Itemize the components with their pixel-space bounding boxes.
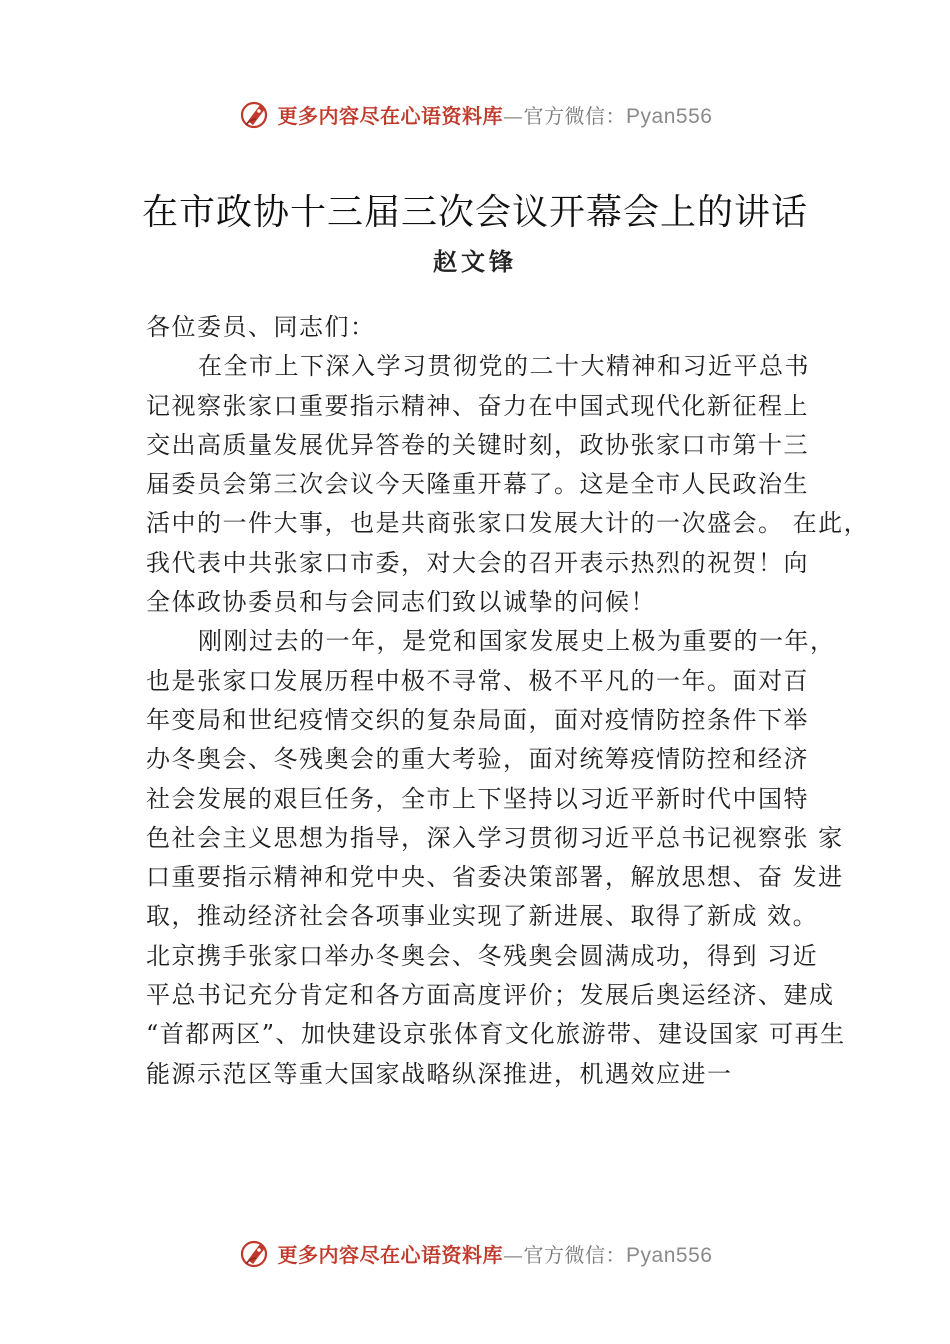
banner-label: [278, 100, 713, 129]
banner-wechat-id: Pyan556: [626, 104, 713, 128]
paragraph-line: 也是张家口发展历程中极不寻常、极不平凡的一年。面对百: [146, 666, 809, 695]
banner-dash: —: [503, 103, 524, 128]
pen-nib-logo-icon: [238, 1236, 272, 1270]
paragraph-line: 办冬奥会、冬残奥会的重大考验，面对统筹疫情防控和经济: [146, 745, 809, 774]
salutation: 各位委员、同志们：: [146, 313, 376, 341]
banner-wechat-label: 官方微信：: [523, 103, 627, 128]
banner-dash: —: [503, 1242, 524, 1267]
paragraph-line: 活中的一件大事，也是共商张家口发展大计的一次盛会。 在此，: [146, 509, 870, 538]
document-author: 赵文锋: [433, 247, 517, 276]
banner-label: [278, 1239, 713, 1268]
paragraph-line: 北京携手张家口举办冬奥会、冬残奥会圆满成功，得到 习近: [146, 941, 819, 970]
paragraph-line: 记视察张家口重要指示精神、奋力在中国式现代化新征程上: [146, 391, 809, 420]
banner-brand-text: 更多内容尽在心语资料库: [277, 103, 504, 128]
paragraph-line: 我代表中共张家口市委，对大会的召开表示热烈的祝贺！向: [146, 548, 809, 577]
paragraph-line: 刚刚过去的一年，是党和国家发展史上极为重要的一年，: [198, 627, 836, 656]
pen-nib-logo-icon: [238, 97, 272, 131]
paragraph-line: 全体政协委员和与会同志们致以诚挚的问候！: [146, 588, 656, 617]
document-body: [146, 308, 870, 1094]
paragraph-line: 色社会主义思想为指导，深入学习贯彻习近平总书记视察张 家: [146, 823, 844, 852]
paragraph-line: 年变局和世纪疫情交织的复杂局面，面对疫情防控条件下举: [146, 705, 809, 734]
document-title: 在市政协十三届三次会议开幕会上的讲话: [141, 192, 808, 233]
paragraph-line: “首都两区”、加快建设京张体育文化旅游带、建设国家 可再生: [146, 1020, 846, 1049]
paragraph-line: 在全市上下深入学习贯彻党的二十大精神和习近平总书: [198, 352, 810, 381]
banner-brand-text: 更多内容尽在心语资料库: [277, 1242, 504, 1267]
paragraph-line: 交出高质量发展优异答卷的关键时刻，政协张家口市第十三: [146, 430, 809, 459]
banner-wechat-id: Pyan556: [626, 1243, 713, 1267]
paragraph-line: 平总书记充分肯定和各方面高度评价；发展后奥运经济、建成: [146, 981, 835, 1010]
footer-banner: [0, 1233, 950, 1273]
paragraph-line: 取，推动经济社会各项事业实现了新进展、取得了新成 效。: [146, 902, 819, 931]
paragraph-line: 社会发展的艰巨任务，全市上下坚持以习近平新时代中国特: [146, 784, 809, 813]
header-banner: [0, 94, 950, 134]
banner-wechat-label: 官方微信：: [523, 1242, 627, 1267]
paragraph-line: 口重要指示精神和党中央、省委决策部署，解放思想、奋 发进: [146, 863, 844, 892]
paragraph-line: 届委员会第三次会议今天隆重开幕了。这是全市人民政治生: [146, 470, 809, 499]
paragraph-line: 能源示范区等重大国家战略纵深推进，机遇效应进一: [146, 1059, 733, 1088]
